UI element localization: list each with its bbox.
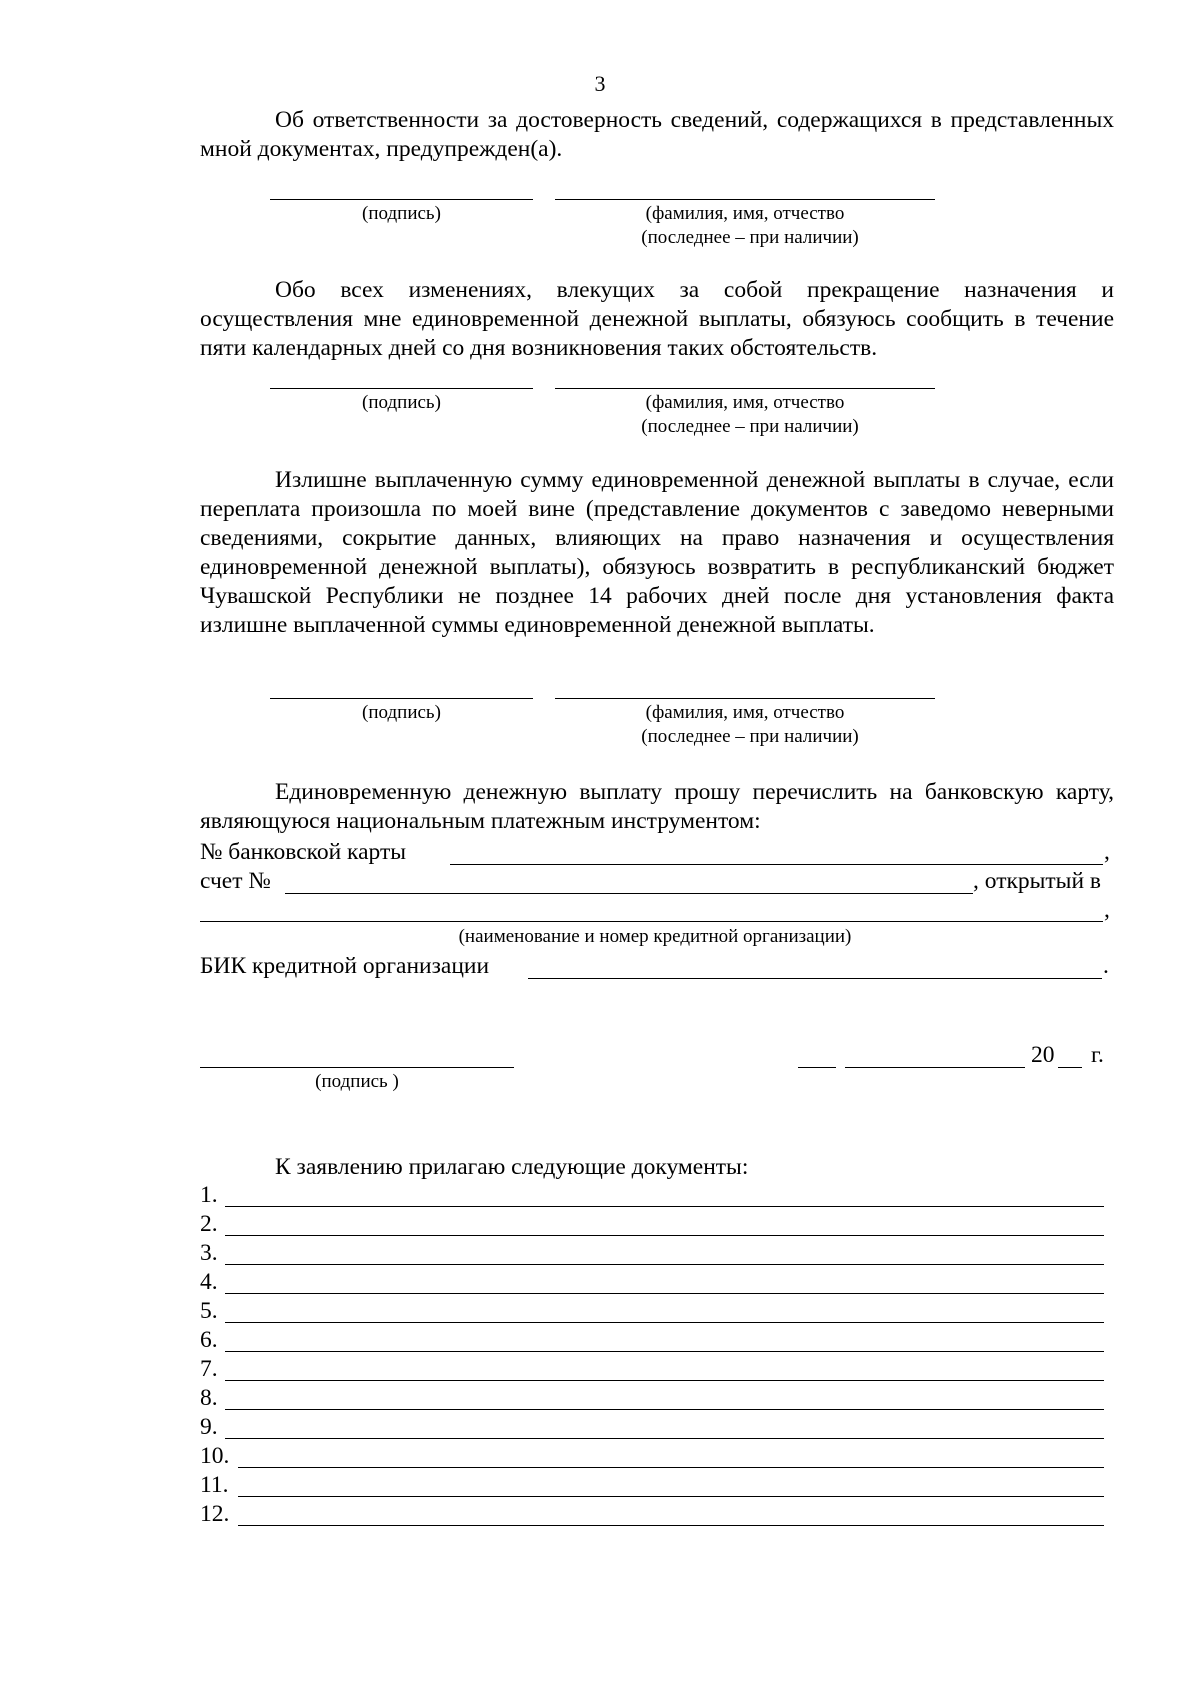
attachment-number: 2. <box>200 1211 218 1237</box>
name-caption-line2: (последнее – при наличии) <box>641 726 859 747</box>
attachment-number: 3. <box>200 1240 218 1266</box>
name-caption-line1: (фамилия, имя, отчество <box>645 203 845 224</box>
attachment-number: 12. <box>200 1501 230 1527</box>
signature-line[interactable] <box>270 388 533 389</box>
attachment-line[interactable] <box>225 1351 1104 1352</box>
attachment-line[interactable] <box>225 1380 1104 1381</box>
attachment-number: 5. <box>200 1298 218 1324</box>
signature-caption: (подпись) <box>362 203 441 224</box>
bank-paragraph: Единовременную денежную выплату прошу перечислить на банковскую карту, являющуюся национальным платежным инструментом: <box>200 779 1114 834</box>
attachment-line[interactable] <box>225 1264 1104 1265</box>
date-year-field[interactable] <box>1058 1067 1082 1068</box>
attachment-number: 11. <box>200 1472 229 1498</box>
account-label: счет № <box>200 868 271 894</box>
full-name-line[interactable] <box>555 388 935 389</box>
changes-paragraph: Обо всех изменениях, влекущих за собой прекращение назначения и осуществления мне единовременной денежной выплаты, обязуюсь сообщить в течение пяти календарных дней со дня возникновения таких обстоятельств. <box>200 277 1114 361</box>
credit-org-field[interactable] <box>200 921 1103 922</box>
attachment-number: 1. <box>200 1182 218 1208</box>
overpayment-paragraph: Излишне выплаченную сумму единовременной денежной выплаты в случае, если переплата произошла по моей вине (представление документов с заведомо неверными сведениями, сокрытие данных, влияющих на право назначения и осуществления единовременной денежной выплаты), обязуюсь возвратить в республиканский бюджет Чувашской Республики не позднее 14 рабочих дней после дня установления факта излишне выплаченной суммы единовременной денежной выплаты. <box>200 467 1114 638</box>
full-name-line[interactable] <box>555 199 935 200</box>
opened-in-label: , открытый в <box>973 868 1102 894</box>
attachment-line[interactable] <box>238 1467 1104 1468</box>
attachment-number: 4. <box>200 1269 218 1295</box>
date-day-field[interactable] <box>798 1067 836 1068</box>
comma: , <box>1104 839 1110 865</box>
account-number-field[interactable] <box>285 893 973 894</box>
attachment-line[interactable] <box>225 1438 1104 1439</box>
attachment-line[interactable] <box>225 1293 1104 1294</box>
signature-caption: (подпись) <box>362 392 441 413</box>
name-caption-line2: (последнее – при наличии) <box>641 416 859 437</box>
bik-label: БИК кредитной организации <box>200 953 490 979</box>
attachment-line[interactable] <box>238 1525 1104 1526</box>
card-number-label: № банковской карты <box>200 839 407 865</box>
attachment-line[interactable] <box>238 1496 1104 1497</box>
liability-paragraph: Об ответственности за достоверность сведений, содержащихся в представленных мной документах, предупрежден(а). <box>200 107 1114 162</box>
name-caption-line1: (фамилия, имя, отчество <box>645 702 845 723</box>
page-number: 3 <box>594 71 606 96</box>
attachment-line[interactable] <box>225 1235 1104 1236</box>
attachment-number: 7. <box>200 1356 218 1382</box>
signature-caption: (подпись ) <box>315 1071 399 1092</box>
signature-line[interactable] <box>270 698 533 699</box>
signature-caption: (подпись) <box>362 702 441 723</box>
date-month-field[interactable] <box>845 1067 1025 1068</box>
card-number-field[interactable] <box>450 864 1103 865</box>
period: . <box>1103 953 1109 979</box>
bik-field[interactable] <box>528 978 1102 979</box>
year-suffix: г. <box>1091 1042 1104 1068</box>
attachment-number: 9. <box>200 1414 218 1440</box>
attachment-line[interactable] <box>225 1206 1104 1207</box>
attachment-number: 10. <box>200 1443 230 1469</box>
name-caption-line2: (последнее – при наличии) <box>641 227 859 248</box>
attachment-number: 8. <box>200 1385 218 1411</box>
name-caption-line1: (фамилия, имя, отчество <box>645 392 845 413</box>
signature-line[interactable] <box>200 1067 514 1068</box>
signature-line[interactable] <box>270 199 533 200</box>
attachment-line[interactable] <box>225 1322 1104 1323</box>
attachment-line[interactable] <box>225 1409 1104 1410</box>
attachments-heading: К заявлению прилагаю следующие документы: <box>275 1154 749 1180</box>
credit-org-caption: (наименование и номер кредитной организации) <box>458 926 852 947</box>
date-year-prefix: 20 <box>1031 1042 1055 1068</box>
attachment-number: 6. <box>200 1327 218 1353</box>
full-name-line[interactable] <box>555 698 935 699</box>
comma: , <box>1104 897 1110 923</box>
